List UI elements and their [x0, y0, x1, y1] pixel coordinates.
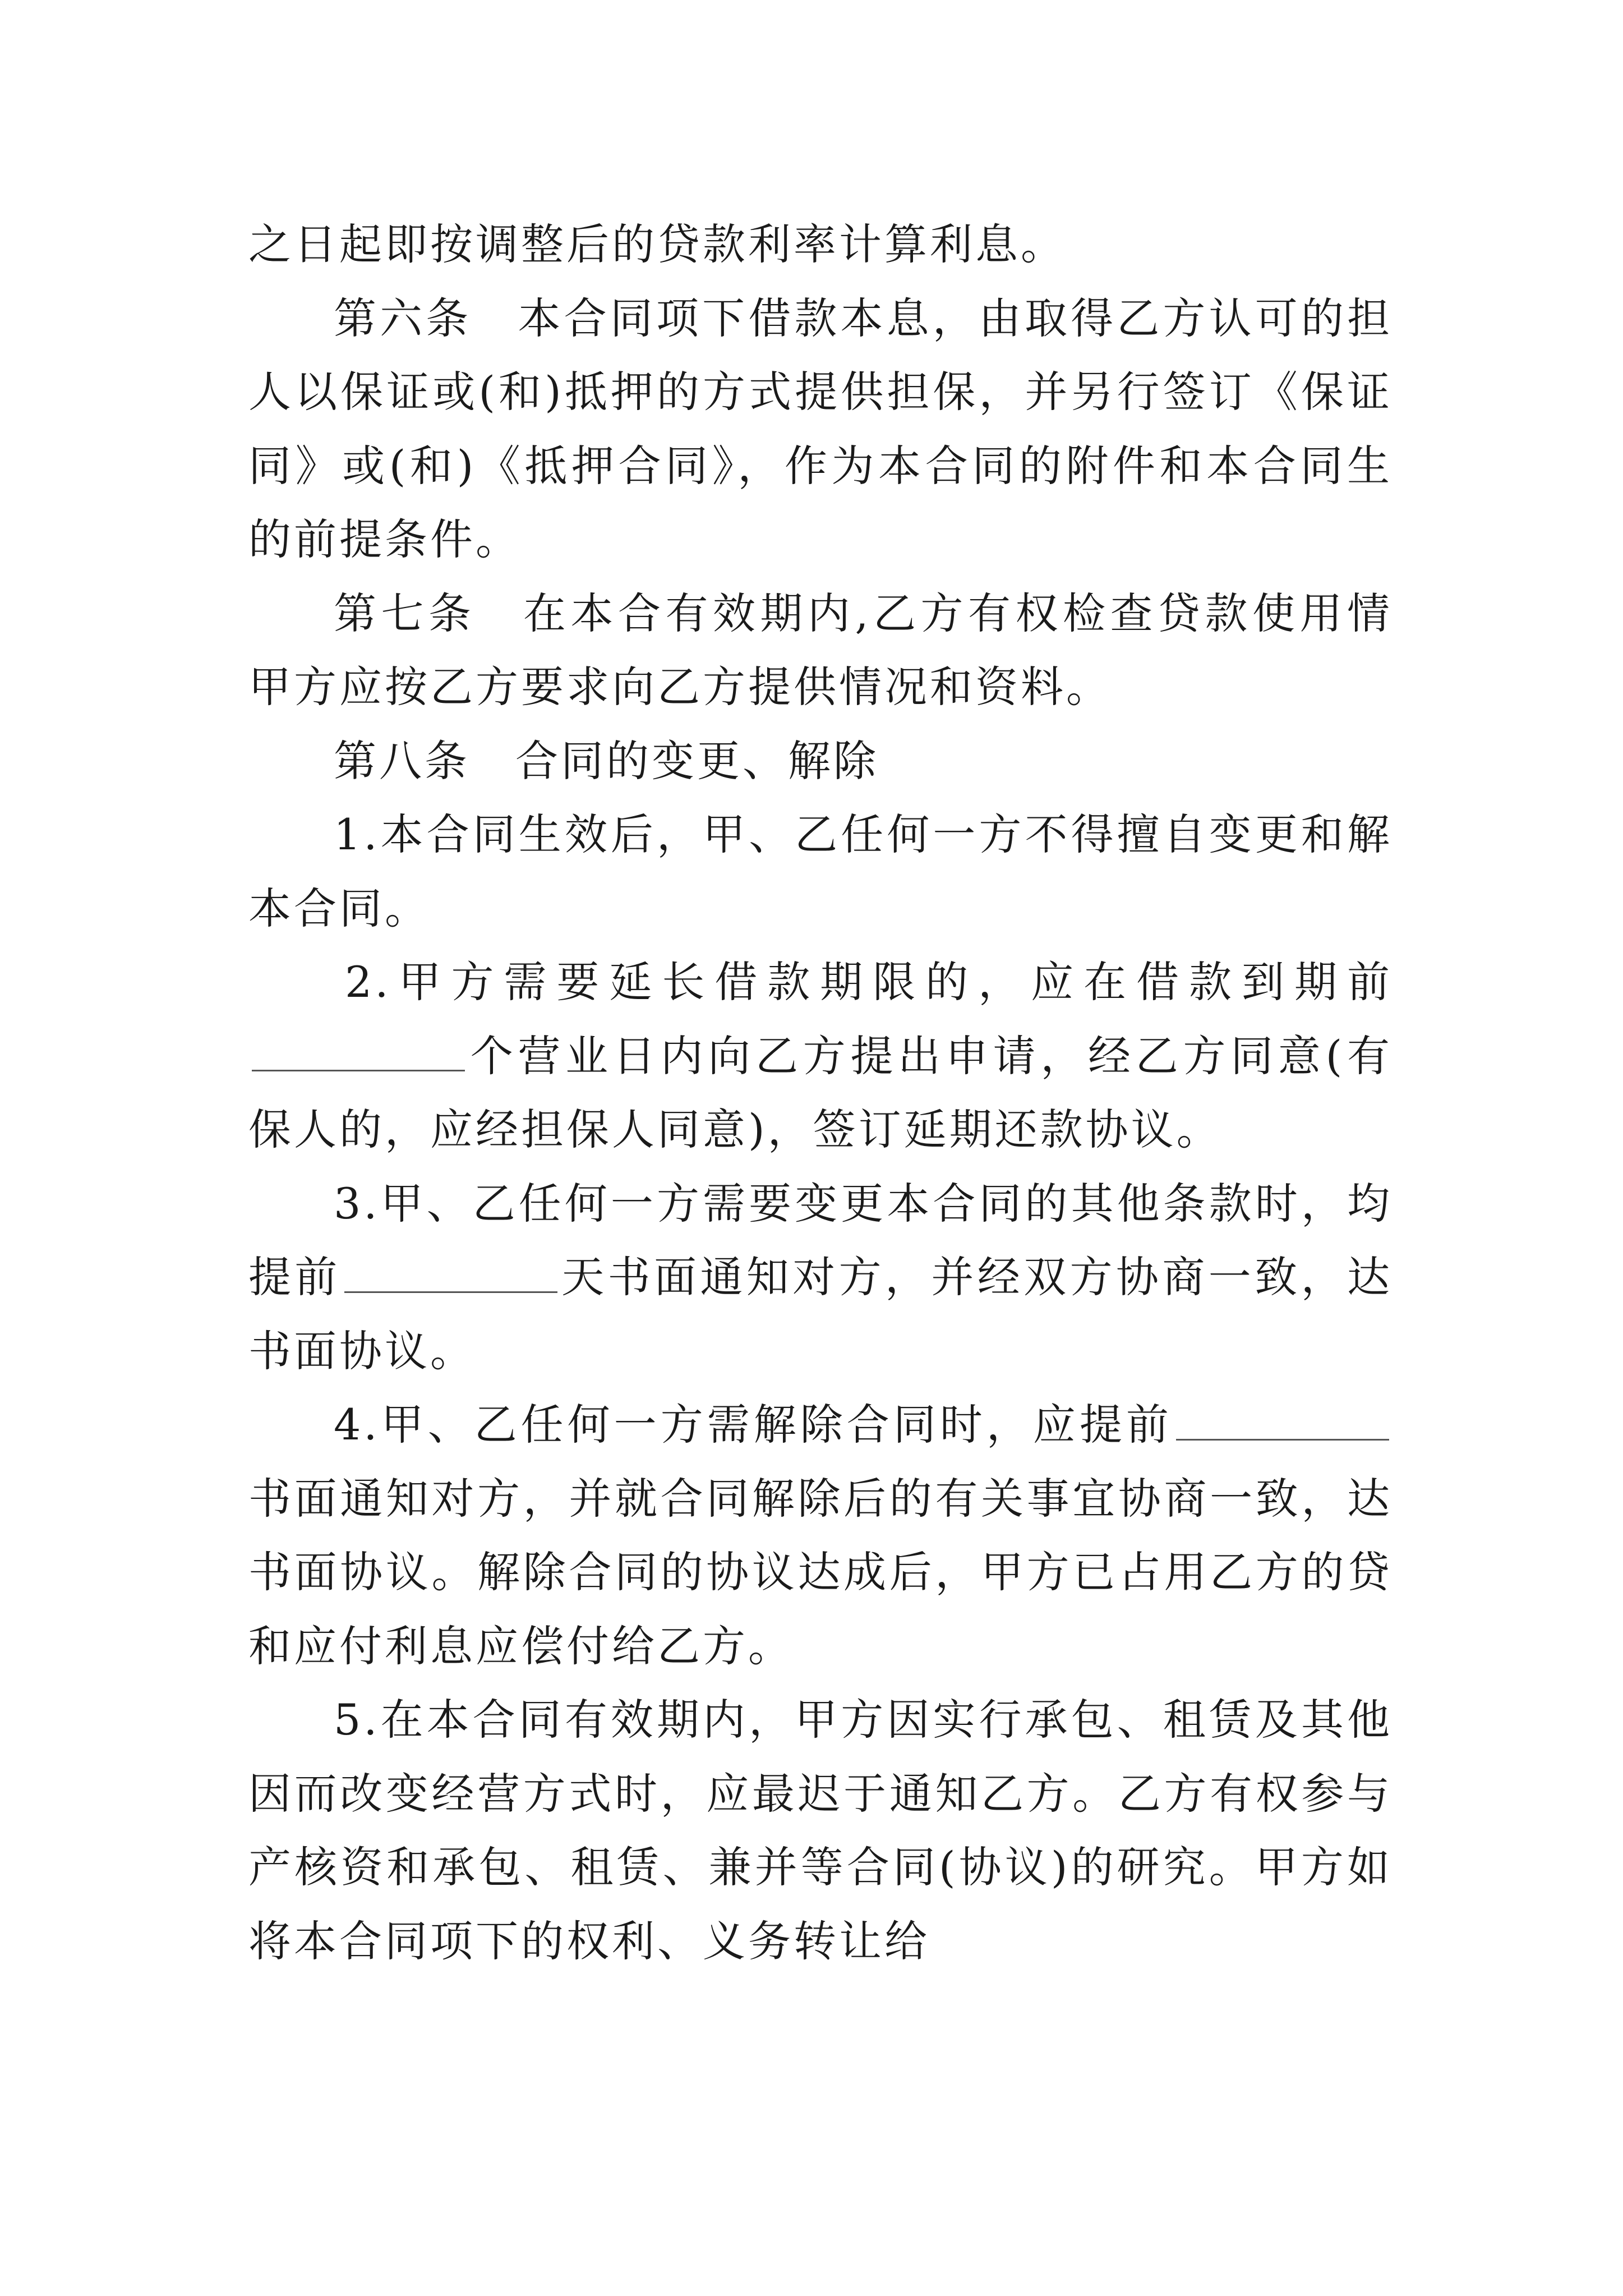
paragraph-continuation: [248, 208, 1393, 282]
article-8-heading: 第八条 合同的变更、解除: [334, 735, 879, 786]
item-4-line-4: 和应付利息应偿付给乙方。: [248, 1621, 794, 1671]
article-7-line-1: 第七条 在本合有效期内,乙方有权检查贷款使用情: [334, 588, 1393, 638]
item-2-line-2-text: 个营业日内向乙方提出申请，经乙方同意(有: [468, 1030, 1393, 1081]
item-2-line-1: 2.甲方需要延长借款期限的，应在借款到期前: [345, 957, 1393, 1007]
item-4-line-1: [248, 1388, 1393, 1462]
item-2-line-2: [248, 1019, 1393, 1093]
fill-in-blank: [344, 1289, 557, 1293]
item-3-line-2-prefix: 提前: [248, 1252, 341, 1302]
item-5-line-4: 将本合同项下的权利、义务转让给: [248, 1916, 930, 1966]
item-5-line-1: 5.在本合同有效期内，甲方因实行承包、租赁及其他: [334, 1695, 1393, 1745]
item-3-line-3: 书面协议。: [248, 1326, 476, 1376]
article-6-line-2: 人以保证或(和)抵押的方式提供担保，并另行签订《保证: [248, 367, 1393, 417]
item-4-line-3: 书面协议。解除合同的协议达成后，甲方已占用乙方的贷: [248, 1547, 1393, 1597]
item-3-line-2: [248, 1240, 1393, 1314]
fill-in-blank: [252, 1068, 465, 1071]
article-6-line-1: 第六条 本合同项下借款本息，由取得乙方认可的担: [334, 293, 1393, 343]
article-7-line-2: 甲方应按乙方要求向乙方提供情况和资料。: [248, 662, 1112, 712]
item-3-line-1: 3.甲、乙任何一方需要变更本合同的其他条款时，均: [334, 1178, 1393, 1228]
item-4-line-2: 书面通知对方，并就合同解除后的有关事宜协商一致，达: [248, 1473, 1393, 1524]
item-1-line-1: 1.本合同生效后，甲、乙任何一方不得擅自变更和解: [334, 809, 1393, 859]
article-6-line-3: 同》或(和)《抵押合同》，作为本合同的附件和本合同生: [248, 440, 1393, 491]
item-1-line-2: 本合同。: [248, 883, 430, 933]
item-2-line-3: 保人的，应经担保人同意)，签订延期还款协议。: [248, 1105, 1222, 1154]
item-4-line-1-prefix: 4.甲、乙任何一方需解除合同时，应提前: [334, 1400, 1173, 1450]
contract-body: [248, 208, 1393, 1978]
text-line: 之日起即按调整后的贷款利率计算利息。: [248, 219, 1066, 269]
item-5-line-3: 产核资和承包、租赁、兼并等合同(协议)的研究。甲方如: [248, 1842, 1393, 1892]
item-5-line-2: 因而改变经营方式时，应最迟于通知乙方。乙方有权参与: [248, 1768, 1393, 1819]
item-3-line-2-suffix: 天书面通知对方，并经双方协商一致，达: [560, 1252, 1393, 1302]
article-6-line-4: 的前提条件。: [248, 514, 521, 564]
fill-in-blank: [1176, 1437, 1389, 1441]
